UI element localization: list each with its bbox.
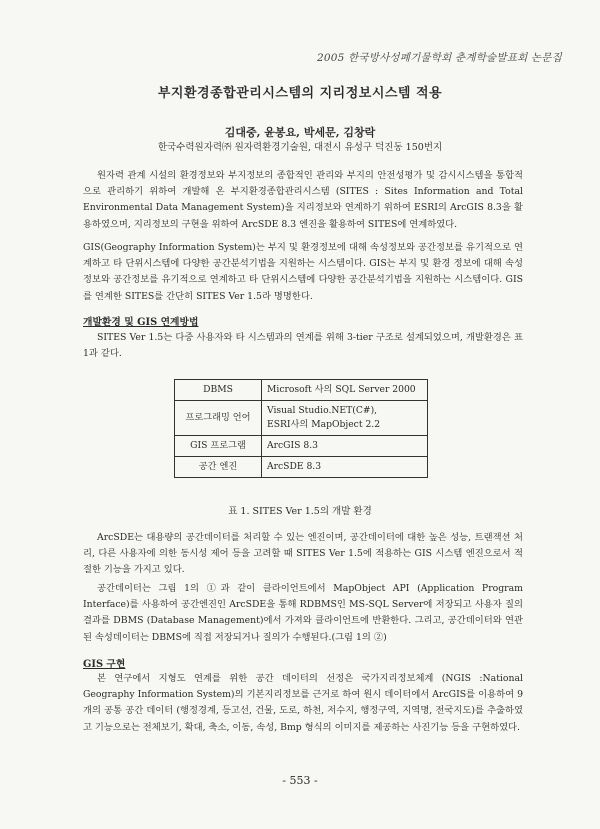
journal-header: 2005 한국방사성폐기물학회 춘계학술발표회 논문집: [317, 52, 562, 64]
paper-title: 부지환경종합관리시스템의 지리정보시스템 적용: [157, 86, 443, 101]
table-value: ArcGIS 8.3: [262, 436, 428, 457]
table-value-line: ESRI사의 MapObject 2.2: [267, 419, 381, 430]
section1-paragraph: SITES Ver 1.5는 다중 사용자와 타 시스템과의 연계를 위해 3-tier 구조로 설계되었으며, 개발환경은 표 1과 같다.: [83, 332, 523, 360]
table-value-line: Visual Studio.NET(C#),: [267, 405, 378, 416]
table-row: [175, 401, 428, 436]
body-paragraph-1: ArcSDE는 대용량의 공간데이터를 처리할 수 있는 엔진이며, 공간데이터에 대한 높은 성능, 트랜잭션 처리, 다른 사용자에 의한 동시성 제어 등을 고려할 때 SITES Ver 1.5에 적용하는 GIS 시스템 엔진으로서 적절한 기능을 가지고 있다.: [83, 532, 523, 576]
section2-paragraph: 본 연구에서 지형도 연계를 위한 공간 데이터의 선정은 국가지리정보체계 (NGIS :National Geography Information System)의 기본지리정보를 근거로 하여 원시 데이터에서 ArcGIS를 이용하여 9개의 공통 공간 데이터 (행정경계, 등고선, 건물, 도로, 하천, 저수지, 행정구역, 지역명, 전국지도)를 추출하였고 기능으로는 전체보기, 확대, 축소, 이동, 속성, Bmp 형식의 이미지를 제공하는 사진기능 등을 구현하였다.: [83, 673, 523, 733]
table-key: GIS 프로그램: [175, 436, 262, 457]
affiliation: 한국수력원자력㈜ 원자력환경기술원, 대전시 유성구 덕진동 150번지: [157, 142, 443, 153]
table-value: ArcSDE 8.3: [262, 457, 428, 478]
section-heading-dev-env: 개발환경 및 GIS 연계방법: [83, 317, 199, 328]
table-row: [175, 436, 428, 457]
table-row: [175, 457, 428, 478]
table-key: DBMS: [175, 380, 262, 401]
author-list: 김대중, 윤봉요, 박세문, 김창락: [224, 126, 376, 139]
body-paragraph-2: 공간데이터는 그림 1의 ①과 같이 클라이언트에서 MapObject API (Application Program Interface)를 사용하여 공간엔진인 ArcSDE을 통해 RDBMS인 MS-SQL Server에 저장되고 사용자 질의 결과를 DBMS (Database Management)에서 가져와 클라이언트에 반환한다. 그리고, 공간데이터와 연관된 속성데이터는 DBMS에 직접 저장되거나 질의가 수행된다.(그림 1의 ②): [83, 583, 523, 643]
table-key: 공간 엔진: [175, 457, 262, 478]
section-heading-gis: GIS 구현: [83, 659, 126, 670]
intro-paragraph-1: 원자력 관계 시설의 환경정보와 부지정보의 종합적인 관리와 부지의 안전성평가 및 감시시스템을 통합적으로 관리하기 위하여 개발해 온 부지환경종합관리시스템 (SITES : Sites Information and Total Environmental Data Management System)을 지리정보와 연계하기 위하여 ESRI의 ArcGIS 8.3을 활용하였으며, 지리정보의 구현을 위하여 ArcSDE 8.3 엔진을 활용하여 SITES에 연계하였다.: [83, 170, 523, 230]
table-value: Microsoft 사의 SQL Server 2000: [262, 380, 428, 401]
intro-paragraph-2: GIS(Geography Information System)는 부지 및 환경정보에 대해 속성정보와 공간정보를 유기적으로 연계하고 타 단위시스템에 다양한 공간분석기법을 지원하는 시스템이다. GIS는 부지 및 환경 정보에 대해 속성정보와 공간정보를 유기적으로 연계하고 타 단위시스템에 다양한 공간분석기법을 지원하는 시스템이다. GIS를 연계한 SITES를 간단히 SITES Ver 1.5라 명명한다.: [83, 242, 523, 302]
table-row: [175, 380, 428, 401]
page-number: - 553 -: [282, 774, 318, 787]
table-value: [262, 401, 428, 436]
table-key: 프로그래밍 언어: [175, 401, 262, 436]
dev-environment-table: [174, 379, 428, 478]
table-caption: 표 1. SITES Ver 1.5의 개발 환경: [228, 506, 372, 517]
